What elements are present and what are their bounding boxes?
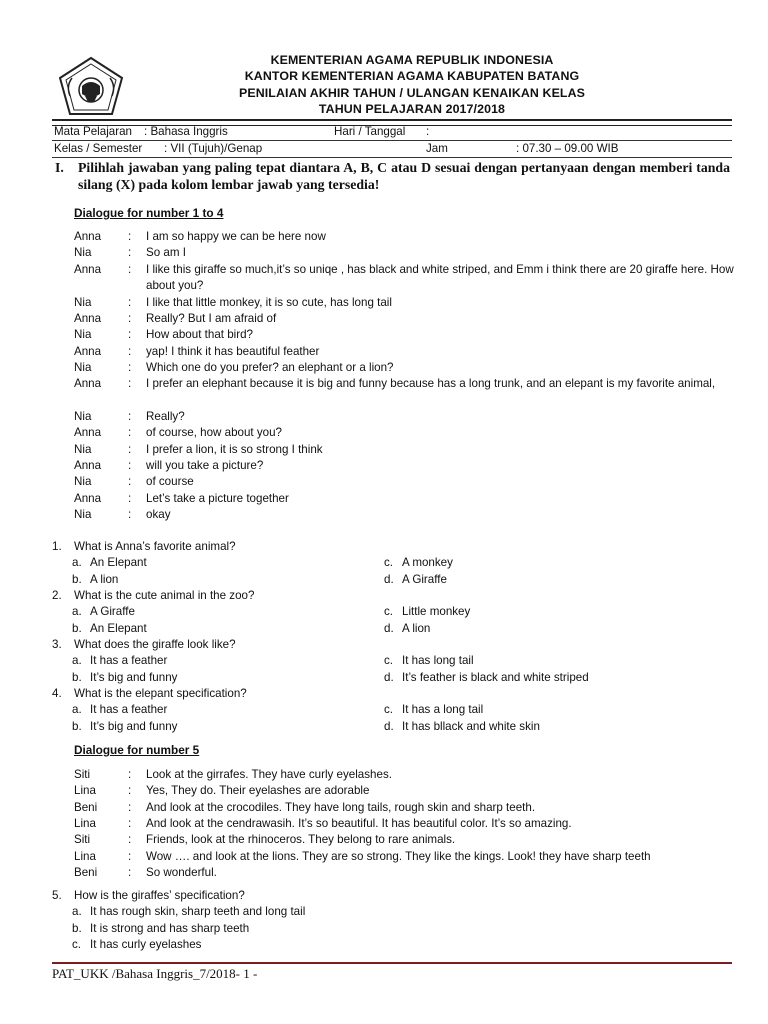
- question-2: [52, 588, 254, 604]
- option-letter: c.: [384, 556, 394, 570]
- dialogue-text: of course, how about you?: [146, 426, 282, 440]
- speaker-name: Anna: [74, 426, 102, 440]
- speaker-name: Lina: [74, 784, 96, 798]
- speaker-colon: :: [128, 849, 132, 863]
- speaker-colon: :: [128, 865, 132, 879]
- option-letter: d.: [384, 572, 394, 586]
- answer-option: [72, 555, 147, 571]
- question-number: 1.: [52, 540, 62, 553]
- day-value: :: [426, 125, 430, 138]
- speaker-name: Nia: [74, 475, 92, 489]
- option-letter: b.: [72, 719, 82, 733]
- dialogue-text: of course: [146, 475, 194, 489]
- speaker-name: Lina: [74, 849, 96, 863]
- option-letter: a.: [72, 556, 82, 570]
- dialogue-text: How about that bird?: [146, 328, 253, 342]
- answer-option: [72, 702, 167, 718]
- speaker-name: Nia: [74, 295, 92, 309]
- dialogue-text: So am I: [146, 246, 186, 260]
- day-label: Hari / Tanggal: [334, 125, 406, 138]
- dialogue-text: Look at the girrafes. They have curly eyelashes.: [146, 768, 392, 781]
- speaker-colon: :: [128, 230, 132, 243]
- speaker-colon: :: [128, 360, 132, 374]
- answer-option: [72, 621, 147, 637]
- speaker-colon: :: [128, 507, 132, 521]
- speaker-name: Lina: [74, 816, 96, 830]
- speaker-name: Nia: [74, 246, 92, 260]
- option-letter: b.: [72, 670, 82, 684]
- option-letter: b.: [72, 921, 82, 935]
- dialogue-text: I like that little monkey, it is so cute, has long tail: [146, 295, 392, 309]
- answer-option: [72, 604, 135, 620]
- question-number: 3.: [52, 638, 62, 651]
- dialogue-text: Really?: [146, 410, 185, 424]
- dialogue-text: Which one do you prefer? an elephant or a lion?: [146, 360, 394, 374]
- option-text: A monkey: [402, 556, 453, 570]
- option-text: It’s feather is black and white striped: [402, 670, 589, 684]
- speaker-name: Anna: [74, 491, 102, 505]
- speaker-colon: :: [128, 262, 132, 276]
- speaker-name: Nia: [74, 507, 92, 521]
- dialogue-2-title: Dialogue for number 5: [74, 743, 200, 757]
- option-text: It has rough skin, sharp teeth and long tail: [90, 905, 306, 919]
- speaker-colon: :: [128, 475, 132, 489]
- speaker-name: Beni: [74, 865, 98, 879]
- dialogue-text: will you take a picture?: [146, 459, 264, 472]
- option-letter: a.: [72, 605, 82, 619]
- subject-value: : Bahasa Inggris: [144, 125, 228, 138]
- instruction-number: I.: [55, 160, 64, 175]
- question-text: What is Anna’s favorite animal?: [74, 540, 236, 553]
- dialogue-text: I like this giraffe so much,it’s so uniqe , has black and white striped, and Emm i think there are 20 giraffe here. How about you?: [146, 262, 734, 292]
- option-text: It has bllack and white skin: [402, 719, 540, 733]
- speaker-name: Anna: [74, 311, 102, 325]
- header-titles: [132, 52, 692, 117]
- answer-option: [384, 719, 540, 735]
- speaker-colon: :: [128, 426, 132, 440]
- speaker-colon: :: [128, 491, 132, 505]
- dialogue-text: Wow …. and look at the lions. They are so strong. They like the kings. Look! they have sharp teeth: [146, 849, 651, 863]
- answer-option: [72, 937, 201, 953]
- dialogue-text: Let’s take a picture together: [146, 491, 289, 505]
- answer-option: [384, 604, 470, 620]
- question-1: [52, 539, 236, 555]
- question-4: [52, 686, 247, 702]
- speaker-colon: :: [128, 816, 132, 830]
- answer-option: [384, 621, 430, 637]
- dialogue-text: And look at the cendrawasih. It’s so beautiful. It has beautiful color. It’s so amazing.: [146, 816, 572, 830]
- speaker-name: Siti: [74, 833, 91, 847]
- dialogue-text: Really? But I am afraid of: [146, 311, 277, 325]
- speaker-colon: :: [128, 246, 132, 260]
- option-letter: d.: [384, 670, 394, 684]
- option-text: It’s big and funny: [90, 670, 178, 684]
- speaker-name: Anna: [74, 230, 102, 243]
- option-letter: b.: [72, 621, 82, 635]
- option-text: It is strong and has sharp teeth: [90, 921, 250, 935]
- dialogue-text: I prefer a lion, it is so strong I think: [146, 442, 323, 456]
- question-text: What does the giraffe look like?: [74, 638, 236, 651]
- answer-option: [72, 572, 118, 588]
- answer-option: [384, 572, 447, 588]
- speaker-name: Nia: [74, 442, 92, 456]
- dialogue-text: Yes, They do. Their eyelashes are adorable: [146, 784, 370, 798]
- speaker-colon: :: [128, 344, 132, 358]
- speaker-colon: :: [128, 410, 132, 424]
- info-divider-1: [52, 140, 732, 141]
- answer-option: [384, 653, 474, 669]
- option-text: It has a feather: [90, 654, 168, 668]
- dialogue-1-title: Dialogue for number 1 to 4: [74, 206, 224, 220]
- info-divider-2: [52, 157, 732, 158]
- option-text: A Giraffe: [402, 572, 447, 586]
- footer-text: PAT_UKK /Bahasa Inggris_7/2018- 1 -: [52, 966, 258, 981]
- question-text: What is the cute animal in the zoo?: [74, 589, 255, 602]
- option-text: It’s big and funny: [90, 719, 178, 733]
- speaker-colon: :: [128, 311, 132, 325]
- class-value: : VII (Tujuh)/Genap: [164, 142, 263, 155]
- answer-option: [384, 702, 483, 718]
- question-text: What is the elepant specification?: [74, 687, 247, 700]
- dialogue-text: I prefer an elephant because it is big and funny because has a long trunk, and an elepant is my favorite animal,: [146, 377, 716, 391]
- answer-option: [72, 719, 177, 735]
- speaker-colon: :: [128, 833, 132, 847]
- dialogue-text: yap! I think it has beautiful feather: [146, 344, 320, 358]
- speaker-colon: :: [128, 800, 132, 814]
- option-text: A Giraffe: [90, 605, 135, 619]
- answer-option: [72, 670, 177, 686]
- speaker-colon: :: [128, 768, 132, 781]
- option-letter: a.: [72, 703, 82, 717]
- dialogue-text: So wonderful.: [146, 865, 217, 879]
- option-text: Little monkey: [402, 605, 471, 619]
- header-line-ministry: KEMENTERIAN AGAMA REPUBLIK INDONESIA: [270, 53, 554, 67]
- speaker-colon: :: [128, 377, 132, 391]
- time-value: : 07.30 – 09.00 WIB: [516, 142, 619, 155]
- option-letter: d.: [384, 621, 394, 635]
- option-text: A lion: [90, 572, 119, 586]
- speaker-colon: :: [128, 328, 132, 342]
- option-text: It has a feather: [90, 703, 168, 717]
- option-text: It has curly eyelashes: [90, 937, 202, 951]
- option-letter: a.: [72, 654, 82, 668]
- speaker-name: Nia: [74, 360, 92, 374]
- option-letter: c.: [384, 605, 394, 619]
- class-label: Kelas / Semester: [54, 142, 143, 155]
- option-text: An Elepant: [90, 621, 147, 635]
- answer-option: [72, 921, 249, 937]
- option-letter: d.: [384, 719, 394, 733]
- question-number: 4.: [52, 687, 62, 700]
- instruction-text: Pilihlah jawaban yang paling tepat diantara A, B, C atau D sesuai dengan pertanyaan dengan memberi tanda silang (X) pada kolom lembar jawab yang tersedia!: [78, 160, 730, 192]
- dialogue-text: And look at the crocodiles. They have long tails, rough skin and sharp teeth.: [146, 800, 536, 814]
- question-text: How is the giraffes’ specification?: [74, 889, 245, 902]
- speaker-colon: :: [128, 459, 132, 472]
- speaker-name: Anna: [74, 377, 102, 391]
- dialogue-text: I am so happy we can be here now: [146, 230, 326, 243]
- answer-option: [384, 555, 453, 571]
- option-letter: c.: [384, 703, 394, 717]
- speaker-name: Anna: [74, 344, 102, 358]
- question-number: 5.: [52, 889, 62, 902]
- speaker-name: Siti: [74, 768, 91, 781]
- dialogue-text: Friends, look at the rhinoceros. They belong to rare animals.: [146, 833, 456, 847]
- option-text: It has long tail: [402, 654, 474, 668]
- option-letter: b.: [72, 572, 82, 586]
- speaker-name: Anna: [74, 262, 102, 276]
- question-number: 2.: [52, 589, 62, 602]
- speaker-colon: :: [128, 784, 132, 798]
- question-3: [52, 637, 236, 653]
- option-text: An Elepant: [90, 556, 147, 570]
- header-line-office: KANTOR KEMENTERIAN AGAMA KABUPATEN BATANG: [244, 69, 580, 84]
- speaker-colon: :: [128, 295, 132, 309]
- header-line-assessment: PENILAIAN AKHIR TAHUN / ULANGAN KENAIKAN KELAS: [238, 85, 586, 100]
- speaker-name: Nia: [74, 410, 92, 424]
- header-line-year: TAHUN PELAJARAN 2017/2018: [318, 101, 506, 116]
- dialogue-text: okay: [146, 507, 171, 521]
- answer-option: [72, 653, 167, 669]
- speaker-name: Anna: [74, 459, 102, 472]
- option-letter: c.: [384, 654, 394, 668]
- question-5-stem: [52, 888, 245, 904]
- answer-option: [384, 670, 589, 686]
- time-label: Jam: [426, 142, 448, 155]
- ministry-emblem-icon: [56, 56, 126, 116]
- speaker-colon: :: [128, 442, 132, 456]
- option-text: A lion: [402, 621, 431, 635]
- speaker-name: Nia: [74, 328, 92, 342]
- footer-divider: [52, 962, 732, 964]
- speaker-name: Beni: [74, 800, 98, 814]
- option-letter: a.: [72, 905, 82, 919]
- exam-header: [52, 48, 732, 120]
- option-letter: c.: [72, 937, 82, 951]
- subject-label: Mata Pelajaran: [54, 125, 132, 138]
- option-text: It has a long tail: [402, 703, 484, 717]
- answer-option: [72, 904, 305, 920]
